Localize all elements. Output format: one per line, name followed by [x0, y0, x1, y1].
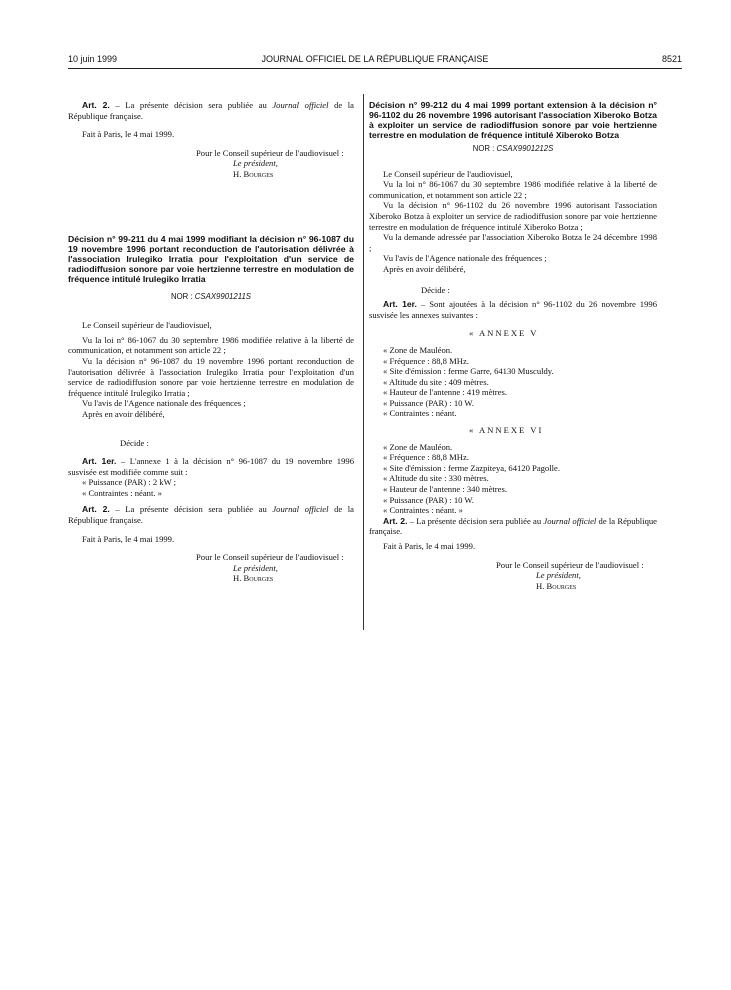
decision-title-99-212: Décision n° 99-212 du 4 mai 1999 portant extension à la décision n° 96-1102 du 26 novembre 1996 autorisant l'association Xiberoko Botza à exploiter un service de radiodiffusion sonore par voie hertzienne terrestre en modulation de fréquence intitulé Xiberoko Botza [369, 100, 657, 140]
right-column [369, 100, 657, 591]
annexe-v-list [369, 345, 657, 419]
article-text: de la République française. [68, 100, 354, 121]
article-text: de la République française. [369, 515, 657, 537]
article-2-paragraph [68, 100, 354, 121]
signature-block-intro: Pour le Conseil supérieur de l'audiovisuel : [196, 147, 344, 158]
article-label: Art. 1er. [82, 456, 117, 467]
visa-paragraph: Vu l'avis de l'Agence nationale des fréquences ; [82, 398, 246, 409]
header-journal-title: JOURNAL OFFICIEL DE LA RÉPUBLIQUE FRANÇAISE [261, 54, 489, 64]
visa-paragraph: Vu la demande adressée par l'association Xiberoko Botza le 24 décembre 1998 ; [369, 232, 657, 253]
president-title: Le président, [536, 570, 581, 581]
article-label: Art. 2. [82, 504, 110, 515]
annex-line: « Zone de Mauléon. [383, 441, 453, 452]
article-2-paragraph [68, 504, 354, 525]
visa-paragraph: Après en avoir délibéré, [383, 263, 466, 274]
annex-line: « Puissance (PAR) : 2 kW ; [82, 477, 177, 488]
signature-name: H. Bourges [536, 580, 577, 591]
column-divider [363, 94, 364, 630]
article-text: – La présente décision sera publiée au [109, 100, 273, 110]
annex-line: « Altitude du site : 330 mètres. [383, 473, 489, 484]
nor-code: CSAX9901211S [194, 291, 252, 301]
decide-heading: Décide : [120, 437, 149, 448]
fait-a-paris: Fait à Paris, le 4 mai 1999. [82, 533, 175, 544]
decision-title-99-211: Décision n° 99-211 du 4 mai 1999 modifiant la décision n° 96-1087 du 19 novembre 1996 portant reconduction de l'autorisation délivrée à l'association Irulegiko Irratia pour l'exploitation d'un service de radiodiffusion sonore par voie hertzienne terrestre en modulation de fréquence intitulé Irulegiko Irratia [68, 233, 354, 284]
article-text: – L'annexe 1 à la décision n° 96-1087 du 19 novembre 1996 susvisée est modifiée comme suit : [68, 456, 354, 477]
fait-a-paris: Fait à Paris, le 4 mai 1999. [383, 541, 476, 551]
annex-line: « Zone de Mauléon. [383, 344, 453, 355]
article-text: – La présente décision sera publiée au [407, 515, 544, 526]
annexe-v-title: « ANNEXE V [469, 328, 539, 339]
visa-paragraph: Vu la décision n° 96-1102 du 26 novembre 1996 autorisant l'association Xiberoko Botza à exploiter un service de radiodiffusion sonore par voie hertzienne terrestre en modulation de fréquence intitulé Xiberoko Botza ; [369, 200, 657, 232]
nor-reference [369, 144, 657, 155]
signature-block-intro: Pour le Conseil supérieur de l'audiovisuel : [496, 559, 644, 570]
annex-line: « Hauteur de l'antenne : 419 mètres. [383, 387, 507, 398]
nor-reference [68, 292, 354, 303]
visa-paragraph: Vu la loi n° 86-1067 du 30 septembre 1986 modifiée relative à la liberté de communication, et notamment son article 22 ; [369, 179, 657, 200]
annexe-vi-title: « ANNEXE VI [469, 425, 544, 436]
annex-line: « Contraintes : néant. » [383, 505, 463, 516]
journal-name: Journal officiel [272, 100, 329, 110]
nor-label: NOR : [170, 291, 195, 301]
article-1-paragraph [369, 299, 657, 320]
article-2-paragraph [369, 516, 657, 537]
article-1-paragraph [68, 456, 354, 477]
journal-name: Journal officiel [272, 504, 329, 515]
fait-a-paris: Fait à Paris, le 4 mai 1999. [82, 129, 175, 140]
annex-line: « Hauteur de l'antenne : 340 mètres. [383, 484, 507, 495]
signature-name: H. Bourges [233, 573, 274, 584]
annex-line: « Site d'émission : ferme Garre, 64130 Musculdy. [383, 366, 554, 377]
article-label: Art. 1er. [383, 299, 417, 310]
article-label: Art. 2. [383, 515, 408, 526]
president-title: Le président, [233, 158, 278, 169]
visa-paragraph: Vu l'avis de l'Agence nationale des fréquences ; [383, 253, 547, 264]
nor-label: NOR : [472, 144, 497, 153]
annex-line: « Contraintes : néant. [383, 408, 457, 419]
visa-paragraph: Vu la loi n° 86-1067 du 30 septembre 1986 modifiée relative à la liberté de communication, et notamment son article 22 ; [68, 334, 354, 356]
president-title: Le président, [233, 562, 278, 573]
header-date: 10 juin 1999 [68, 54, 118, 64]
decide-heading: Décide : [421, 284, 450, 295]
annex-line: « Fréquence : 88,8 MHz. [383, 452, 469, 463]
annex-line: « Puissance (PAR) : 10 W. [383, 397, 474, 408]
visa-paragraph: Le Conseil supérieur de l'audiovisuel, [383, 168, 513, 179]
article-text: de la République française. [68, 504, 354, 526]
nor-code: CSAX9901212S [496, 144, 554, 153]
page-header [68, 54, 682, 68]
signature-name: H. Bourges [233, 168, 274, 179]
annex-line: « Fréquence : 88,8 MHz. [383, 355, 469, 366]
signature-block-intro: Pour le Conseil supérieur de l'audiovisuel : [196, 552, 344, 563]
article-label: Art. 2. [82, 100, 110, 110]
header-page-number: 8521 [661, 54, 682, 64]
annex-line: « Altitude du site : 409 mètres. [383, 376, 489, 387]
journal-name: Journal officiel [543, 515, 597, 526]
annex-line: « Site d'émission : ferme Zazpiteya, 64120 Pagolle. [383, 462, 560, 473]
visa-paragraph: Le Conseil supérieur de l'audiovisuel, [82, 320, 212, 331]
annexe-vi-list [369, 442, 657, 516]
article-text: – Sont ajoutées à la décision n° 96-1102 du 26 novembre 1996 susvisée les annexes suivantes : [369, 299, 657, 320]
header-rule [68, 68, 682, 69]
annex-line: « Puissance (PAR) : 10 W. [383, 494, 474, 505]
annex-line: « Contraintes : néant. » [82, 487, 162, 498]
article-text: – La présente décision sera publiée au [109, 504, 273, 515]
left-column [68, 100, 354, 584]
visa-paragraph: Après en avoir délibéré, [82, 408, 165, 419]
visa-paragraph: Vu la décision n° 96-1087 du 19 novembre 1996 portant reconduction de l'autorisation délivrée à l'association Irulegiko Irratia pour l'exploitation d'un service de radiodiffusion sonore par voie hertzienne terrestre en modulation de fréquence intitulé Irulegiko Irratia ; [68, 355, 354, 398]
